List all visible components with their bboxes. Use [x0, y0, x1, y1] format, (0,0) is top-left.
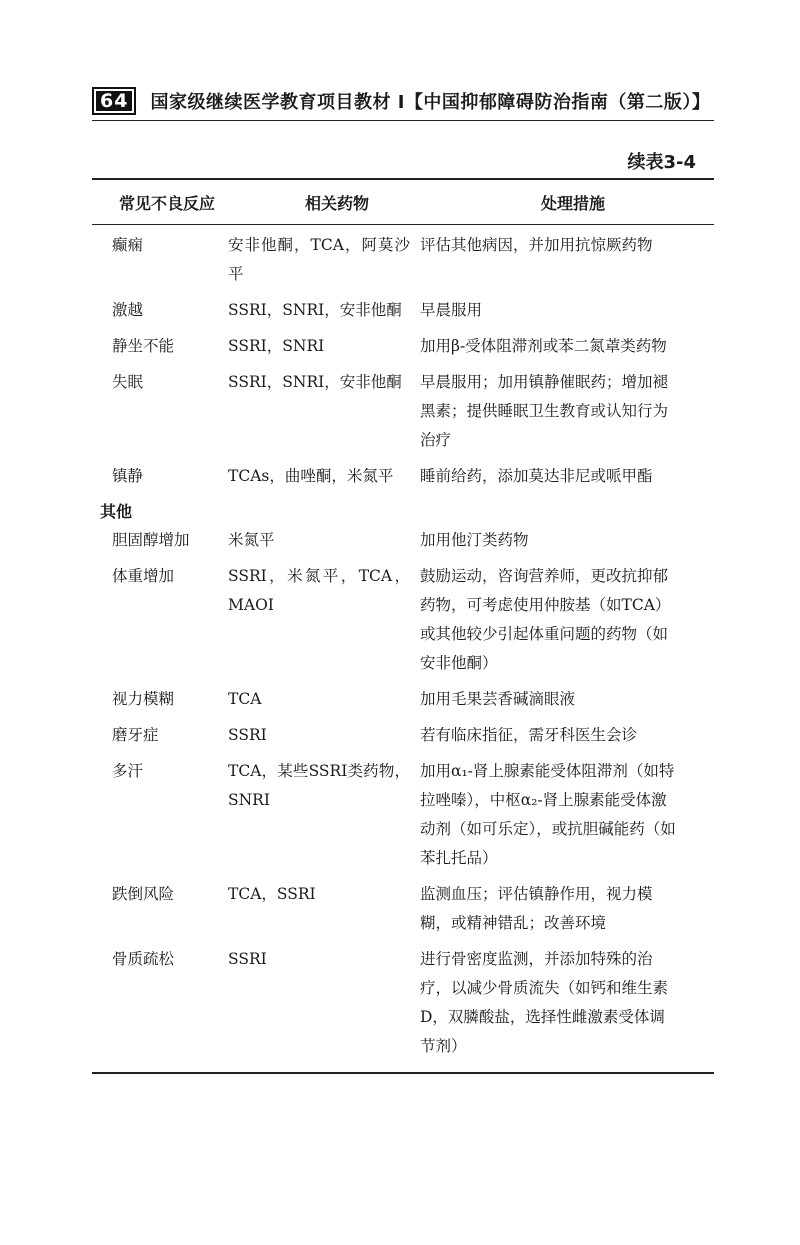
cell-treatment: 评估其他病因，并加用抗惊厥药物	[420, 236, 653, 254]
cell-reaction: 视力模糊	[112, 690, 175, 708]
table-row	[92, 332, 714, 361]
page-number: 64	[92, 87, 136, 115]
cell-reaction: 体重增加	[112, 567, 175, 585]
cell-drugs: TCA，SSRI	[228, 885, 316, 903]
cell-reaction: 骨质疏松	[112, 950, 175, 968]
cell-reaction: 跌倒风险	[112, 885, 175, 903]
cell-drugs: SSRI	[228, 950, 267, 968]
cell-reaction: 镇静	[112, 467, 144, 485]
cell-treatment: 加用毛果芸香碱滴眼液	[420, 690, 576, 708]
cell-reaction: 胆固醇增加	[112, 531, 190, 549]
column-header-reaction: 常见不良反应	[118, 193, 215, 213]
table-header	[92, 180, 714, 225]
cell-treatment: 进行骨密度监测，并添加特殊的治疗，以减少骨质流失（如钙和维生素D，双膦酸盐，选择性雌激素受体调节剂）	[420, 950, 669, 1055]
cell-drugs: SSRI，SNRI	[228, 337, 325, 355]
table-row	[92, 945, 714, 1061]
column-header-treatment: 处理措施	[540, 193, 605, 213]
cell-reaction: 激越	[112, 301, 144, 319]
table-continued-label: 续表3-4	[627, 152, 696, 173]
cell-treatment: 若有临床指征，需牙科医生会诊	[420, 726, 638, 744]
cell-treatment: 早晨服用	[420, 301, 483, 319]
cell-drugs: TCAs，曲唑酮，米氮平	[228, 467, 394, 485]
cell-reaction: 失眠	[112, 373, 144, 391]
cell-treatment: 早晨服用；加用镇静催眠药；增加褪黑素；提供睡眠卫生教育或认知行为治疗	[420, 373, 669, 449]
adverse-reactions-table	[92, 178, 714, 1074]
cell-treatment: 睡前给药，添加莫达非尼或哌甲酯	[420, 467, 653, 485]
book-title: 国家级继续医学教育项目教材 I【中国抑郁障碍防治指南（第二版）】	[150, 92, 711, 113]
cell-drugs: 米氮平	[228, 531, 275, 549]
column-header-drugs: 相关药物	[304, 193, 369, 213]
table-row	[92, 721, 714, 750]
table-row	[92, 296, 714, 325]
header-rule	[92, 120, 714, 121]
running-header	[92, 86, 714, 116]
table-row	[92, 562, 714, 678]
cell-treatment: 加用他汀类药物	[420, 531, 529, 549]
cell-drugs: SSRI	[228, 726, 267, 744]
table-row	[92, 880, 714, 938]
table-row	[92, 462, 714, 491]
cell-drugs: SSRI，SNRI，安非他酮	[228, 373, 402, 391]
cell-drugs: SSRI，米氮平，TCA，MAOI	[228, 567, 410, 614]
table-row	[92, 757, 714, 873]
cell-treatment: 加用β-受体阻滞剂或苯二氮䓬类药物	[420, 337, 667, 355]
table-body-part2	[92, 526, 714, 1072]
cell-treatment: 鼓励运动，咨询营养师，更改抗抑郁药物，可考虑使用仲胺基（如TCA）或其他较少引起体重问题的药物（如安非他酮）	[420, 567, 671, 672]
cell-drugs: TCA，某些SSRI类药物，SNRI	[228, 762, 410, 809]
cell-reaction: 癫痫	[112, 236, 144, 254]
cell-treatment: 监测血压；评估镇静作用，视力模糊，或精神错乱；改善环境	[420, 885, 653, 932]
cell-reaction: 静坐不能	[112, 337, 175, 355]
table-row	[92, 685, 714, 714]
section-other: 其他	[100, 502, 133, 521]
cell-drugs: 安非他酮，TCA，阿莫沙平	[228, 236, 410, 283]
table-row	[92, 526, 714, 555]
cell-treatment: 加用α₁-肾上腺素能受体阻滞剂（如特拉唑嗪），中枢α₂-肾上腺素能受体激动剂（如可乐定），或抗胆碱能药（如苯扎托品）	[420, 762, 676, 867]
cell-drugs: SSRI，SNRI，安非他酮	[228, 301, 402, 319]
cell-drugs: TCA	[228, 690, 262, 708]
table-row	[92, 231, 714, 289]
table-body-part1	[92, 225, 714, 491]
cell-reaction: 磨牙症	[112, 726, 159, 744]
cell-reaction: 多汗	[112, 762, 144, 780]
table-row	[92, 368, 714, 455]
